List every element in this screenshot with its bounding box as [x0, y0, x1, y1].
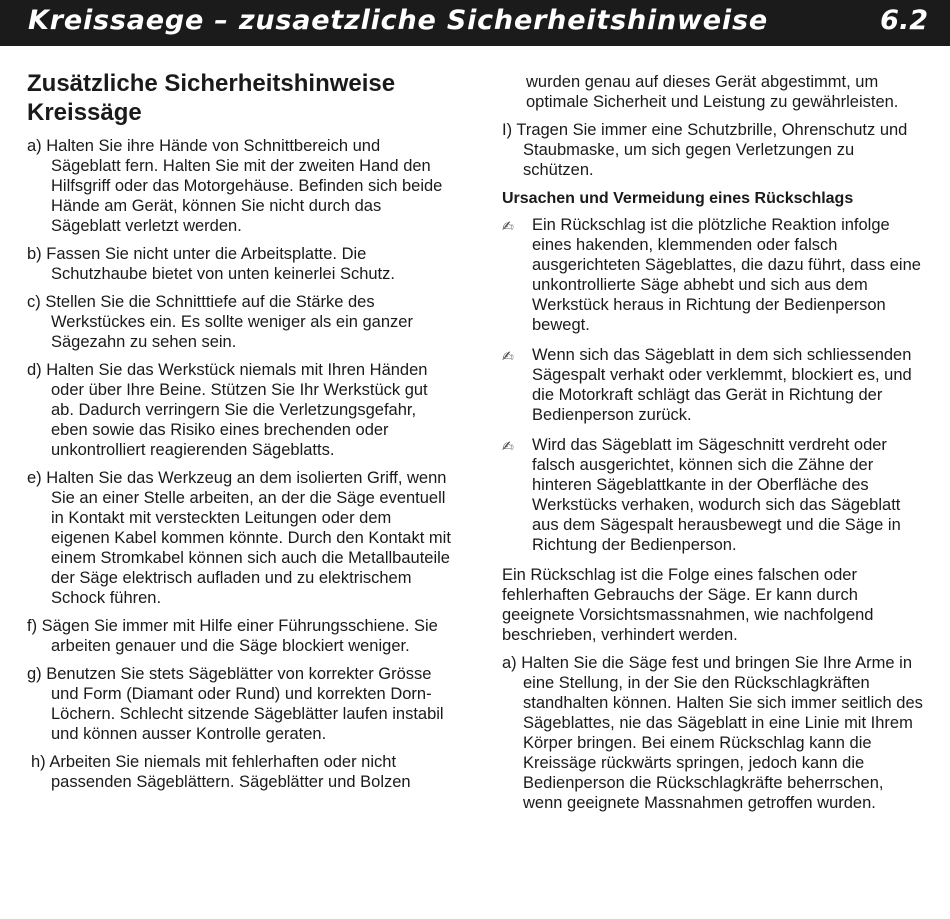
kickback-bullet: [502, 345, 927, 425]
page-title: Kreissaege – zusaetzliche Sicherheitshinweise: [28, 5, 768, 36]
section-heading: Zusätzliche Sicherheitshinweise Kreissäge: [27, 70, 396, 126]
kickback-paragraph: Ein Rückschlag ist die Folge eines falschen oder fehlerhaften Gebrauchs der Säge. Er kann durch geeignete Vorsichtsmassnahmen, wie nachfolgend beschrieben, verhindert werden.: [502, 566, 874, 644]
list-item-a: a) Halten Sie ihre Hände von Schnittbereich und Sägeblatt fern. Halten Sie mit der zweiten Hand den Hilfsgriff oder das Motorgehäuse. Befinden sich beide Hände am Gerät, können Sie nicht durch das Sägeblatt verletzt werden.: [27, 137, 443, 235]
list-item-i: I) Tragen Sie immer eine Schutzbrille, Ohrenschutz und Staubmaske, um sich gegen Verletzungen zu schützen.: [502, 121, 908, 179]
bullet-text: Ein Rückschlag ist die plötzliche Reaktion infolge eines hakenden, klemmenden oder falsch ausgerichteten Sägeblattes, die dazu führt, dass eine unkontrollierte Säge abhebt und sich aus dem Werkstück heraus in Richtung der Bedienperson bewegt.: [532, 216, 921, 334]
list-item-g: g) Benutzen Sie stets Sägeblätter von korrekter Grösse und Form (Diamant oder Rund) und korrekten Dorn-Löchern. Schlecht sitzende Sägeblätter laufen instabil und können ausser Kontrolle geraten.: [27, 665, 444, 743]
left-column: [27, 46, 452, 800]
list-item-kickback-a: a) Halten Sie die Säge fest und bringen Sie Ihre Arme in eine Stellung, in der Sie den Rückschlagkräften standhalten können. Halten Sie sich immer seitlich des Sägeblattes, nie das Sägeblatt in eine Linie mit Ihrem Körper bringen. Bei einem Rückschlag kann die Kreissäge rückwärts springen, jedoch kann die Bedienperson die Rückschlagkräfte beherrschen, wenn geeignete Massnahmen getroffen wurden.: [502, 654, 923, 812]
list-item-f: f) Sägen Sie immer mit Hilfe einer Führungsschiene. Sie arbeiten genauer und die Säge blockiert weniger.: [27, 617, 438, 655]
list-item-c: c) Stellen Sie die Schnitttiefe auf die Stärke des Werkstückes ein. Es sollte weniger als ein ganzer Sägezahn zu sehen sein.: [27, 293, 413, 351]
kickback-bullet: [502, 435, 927, 555]
list-item-h: h) Arbeiten Sie niemals mit fehlerhaften oder nicht passenden Sägeblättern. Sägeblätter und Bolzen: [31, 753, 411, 791]
section-number: 6.2: [880, 5, 928, 36]
list-item-d: d) Halten Sie das Werkstück niemals mit Ihren Händen oder über Ihre Beine. Stützen Sie Ihr Werkstück gut ab. Dadurch verringern Sie die Verletzungsgefahr, eben sowie das Risiko eines brechenden oder unkontrolliert reagierenden Sägeblatts.: [27, 361, 428, 459]
right-column: [502, 46, 927, 821]
writing-hand-icon: ✍: [502, 438, 514, 454]
bullet-text: Wird das Sägeblatt im Sägeschnitt verdreht oder falsch ausgerichtet, können sich die Zähne der hinteren Sägeblattkante in der Oberfläche des Werkstücks verhaken, wodurch sich das Sägeblatt aus dem Sägespalt herausbewegt und die Säge in Richtung der Bedienperson.: [532, 436, 901, 554]
writing-hand-icon: ✍: [502, 218, 514, 234]
bullet-text: Wenn sich das Sägeblatt in dem sich schliessenden Sägespalt verhakt oder verklemmt, blockiert es, und die Motorkraft schlägt das Gerät in Richtung der Bedienperson zurück.: [532, 346, 912, 424]
kickback-bullet: [502, 215, 927, 335]
list-item-e: e) Halten Sie das Werkzeug an dem isolierten Griff, wenn Sie an einer Stelle arbeiten, an der die Säge eventuell in Kontakt mit versteckten Leitungen oder dem eigenen Kabel kommen könnte. Durch den Kontakt mit einem Stromkabel können sich auch die Metallbauteile der Säge elektrisch aufladen und zu elektrischem Schock führen.: [27, 469, 451, 607]
page-header: [0, 0, 950, 46]
kickback-subheading: Ursachen und Vermeidung eines Rückschlags: [502, 190, 854, 207]
list-item-b: b) Fassen Sie nicht unter die Arbeitsplatte. Die Schutzhaube bietet von unten keinerlei Schutz.: [27, 245, 395, 283]
writing-hand-icon: ✍: [502, 348, 514, 364]
item-h-continuation: wurden genau auf dieses Gerät abgestimmt, um optimale Sicherheit und Leistung zu gewährleisten.: [526, 73, 899, 111]
